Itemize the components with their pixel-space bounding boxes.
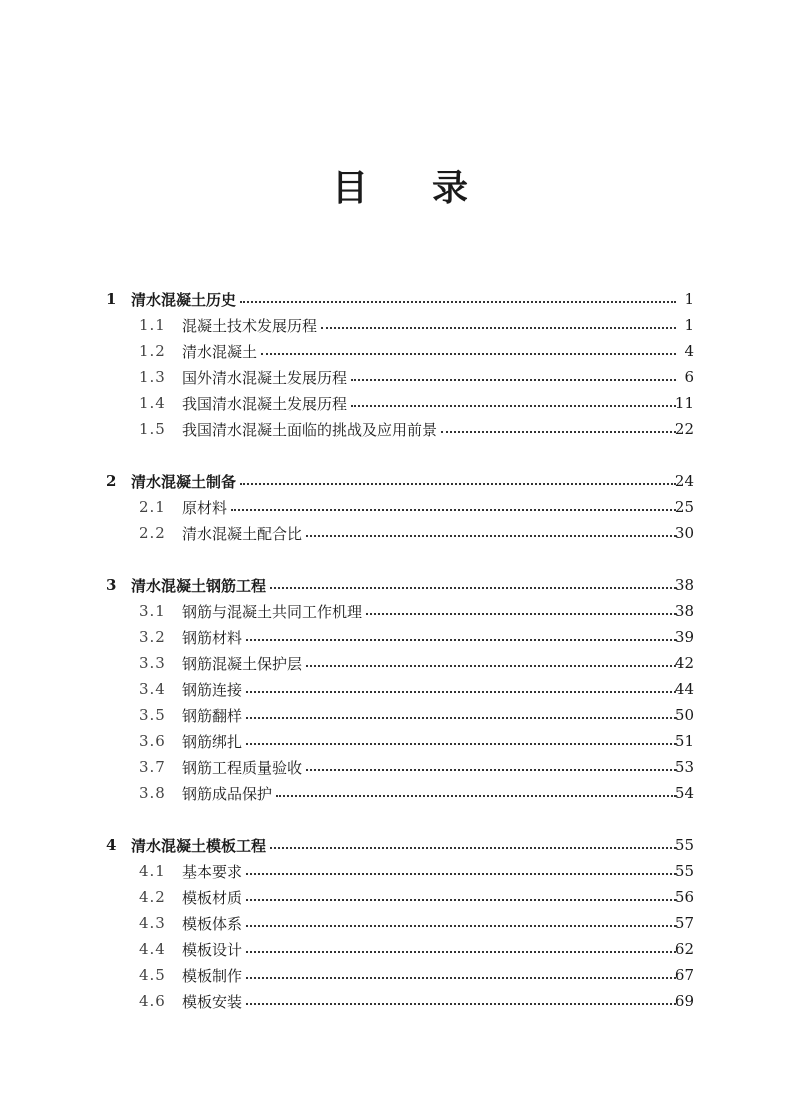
toc-entry-title: 钢筋翻样	[182, 706, 243, 725]
toc-page-number: 44	[674, 680, 694, 698]
toc-page-number: 50	[674, 706, 694, 724]
toc-chapter-entry[interactable]	[0, 468, 800, 494]
toc-page-number: 54	[674, 784, 694, 802]
toc-page-number: 25	[674, 498, 694, 516]
toc-page-number: 42	[674, 654, 694, 672]
toc-entry-number: 1	[106, 290, 117, 308]
toc-section-entry[interactable]	[0, 494, 800, 520]
toc-entry-title: 基本要求	[182, 862, 243, 881]
toc-page-number: 1	[684, 290, 694, 308]
dot-leader	[246, 743, 676, 745]
dot-leader	[306, 769, 676, 771]
toc-entry-number: 1.4	[139, 394, 166, 412]
toc-section-entry[interactable]	[0, 702, 800, 728]
toc-page-number: 30	[674, 524, 694, 542]
page-title	[0, 160, 800, 211]
toc-section-entry[interactable]	[0, 312, 800, 338]
dot-leader	[270, 847, 676, 849]
toc-entry-number: 4.2	[139, 888, 166, 906]
dot-leader	[306, 665, 676, 667]
toc-entry-number: 3.6	[139, 732, 166, 750]
toc-entry-number: 2	[106, 472, 117, 490]
toc-page-number: 67	[674, 966, 694, 984]
toc-entry-title: 钢筋连接	[182, 680, 243, 699]
dot-leader	[246, 977, 676, 979]
toc-entry-title: 混凝土技术发展历程	[182, 316, 318, 335]
toc-section-entry[interactable]	[0, 624, 800, 650]
toc-page-number: 51	[674, 732, 694, 750]
dot-leader	[246, 717, 676, 719]
toc-entry-title: 钢筋混凝土保护层	[182, 654, 303, 673]
toc-page-number: 39	[674, 628, 694, 646]
toc-entry-title: 清水混凝土配合比	[182, 524, 303, 543]
toc-section-entry[interactable]	[0, 390, 800, 416]
toc-section-entry[interactable]	[0, 728, 800, 754]
toc-chapter	[0, 286, 800, 442]
dot-leader	[351, 379, 676, 381]
toc-entry-number: 2.2	[139, 524, 166, 542]
toc-entry-number: 3.5	[139, 706, 166, 724]
dot-leader	[246, 951, 676, 953]
dot-leader	[246, 899, 676, 901]
toc-section-entry[interactable]	[0, 416, 800, 442]
toc-entry-title: 清水混凝土	[182, 342, 258, 361]
dot-leader	[306, 535, 676, 537]
toc-entry-number: 4.5	[139, 966, 166, 984]
toc-entry-number: 4.6	[139, 992, 166, 1010]
toc-entry-title: 模板设计	[182, 940, 243, 959]
toc-page-number: 6	[684, 368, 694, 386]
toc-page-number: 1	[684, 316, 694, 334]
toc-section-entry[interactable]	[0, 676, 800, 702]
toc-chapter-entry[interactable]	[0, 572, 800, 598]
toc-entry-title: 钢筋材料	[182, 628, 243, 647]
toc-entry-number: 3	[106, 576, 117, 594]
dot-leader	[246, 873, 676, 875]
toc-entry-title: 清水混凝土历史	[131, 290, 237, 309]
title-char-2: 录	[432, 168, 469, 209]
toc-page-number: 55	[674, 862, 694, 880]
dot-leader	[246, 1003, 676, 1005]
toc-section-entry[interactable]	[0, 338, 800, 364]
dot-leader	[261, 353, 676, 355]
toc-section-entry[interactable]	[0, 364, 800, 390]
toc-chapter	[0, 572, 800, 806]
toc-entry-title: 钢筋与混凝土共同工作机理	[182, 602, 363, 621]
toc-entry-number: 3.4	[139, 680, 166, 698]
toc-entry-title: 钢筋绑扎	[182, 732, 243, 751]
toc-entry-title: 模板制作	[182, 966, 243, 985]
dot-leader	[276, 795, 676, 797]
toc-page-number: 38	[674, 576, 694, 594]
toc-page-number: 24	[674, 472, 694, 490]
toc-entry-title: 模板体系	[182, 914, 243, 933]
toc-entry-title: 我国清水混凝土发展历程	[182, 394, 348, 413]
toc-section-entry[interactable]	[0, 910, 800, 936]
dot-leader	[231, 509, 676, 511]
toc-section-entry[interactable]	[0, 754, 800, 780]
toc-entry-title: 国外清水混凝土发展历程	[182, 368, 348, 387]
toc-entry-number: 4.1	[139, 862, 166, 880]
toc-section-entry[interactable]	[0, 598, 800, 624]
toc-entry-title: 清水混凝土模板工程	[131, 836, 267, 855]
toc-section-entry[interactable]	[0, 520, 800, 546]
toc-entry-number: 2.1	[139, 498, 166, 516]
toc-section-entry[interactable]	[0, 988, 800, 1014]
toc-page-number: 62	[674, 940, 694, 958]
toc-chapter-entry[interactable]	[0, 286, 800, 312]
toc-page-number: 22	[674, 420, 694, 438]
toc-section-entry[interactable]	[0, 858, 800, 884]
toc-chapter	[0, 832, 800, 1014]
toc-entry-title: 钢筋工程质量验收	[182, 758, 303, 777]
toc-section-entry[interactable]	[0, 650, 800, 676]
toc-entry-number: 1.5	[139, 420, 166, 438]
dot-leader	[270, 587, 676, 589]
toc-page-number: 56	[674, 888, 694, 906]
toc-chapter-entry[interactable]	[0, 832, 800, 858]
toc-page-number: 11	[674, 394, 694, 412]
toc-page-number: 57	[674, 914, 694, 932]
dot-leader	[351, 405, 676, 407]
toc-entry-number: 4.4	[139, 940, 166, 958]
toc-entry-number: 3.2	[139, 628, 166, 646]
toc-page-number: 4	[684, 342, 694, 360]
toc-entry-number: 3.1	[139, 602, 166, 620]
toc-section-entry[interactable]	[0, 780, 800, 806]
toc-chapter	[0, 468, 800, 546]
dot-leader	[321, 327, 676, 329]
toc-entry-number: 4.3	[139, 914, 166, 932]
toc-entry-number: 3.8	[139, 784, 166, 802]
toc-page-number: 55	[674, 836, 694, 854]
toc-entry-number: 1.2	[139, 342, 166, 360]
toc-page-number: 53	[674, 758, 694, 776]
dot-leader	[441, 431, 676, 433]
dot-leader	[240, 483, 676, 485]
toc-entry-number: 4	[106, 836, 117, 854]
table-of-contents	[0, 286, 800, 1040]
dot-leader	[246, 925, 676, 927]
toc-entry-number: 1.3	[139, 368, 166, 386]
toc-entry-title: 原材料	[182, 498, 228, 517]
toc-section-entry[interactable]	[0, 884, 800, 910]
toc-entry-number: 3.7	[139, 758, 166, 776]
toc-entry-number: 3.3	[139, 654, 166, 672]
dot-leader	[366, 613, 676, 615]
dot-leader	[246, 639, 676, 641]
toc-entry-title: 模板材质	[182, 888, 243, 907]
toc-section-entry[interactable]	[0, 962, 800, 988]
toc-section-entry[interactable]	[0, 936, 800, 962]
toc-entry-title: 钢筋成品保护	[182, 784, 273, 803]
toc-page-number: 38	[674, 602, 694, 620]
toc-page-number: 69	[674, 992, 694, 1010]
title-char-1: 目	[331, 168, 368, 209]
toc-entry-title: 我国清水混凝土面临的挑战及应用前景	[182, 420, 438, 439]
toc-entry-title: 清水混凝土制备	[131, 472, 237, 491]
toc-entry-number: 1.1	[139, 316, 166, 334]
toc-entry-title: 模板安装	[182, 992, 243, 1011]
toc-entry-title: 清水混凝土钢筋工程	[131, 576, 267, 595]
dot-leader	[246, 691, 676, 693]
dot-leader	[240, 301, 676, 303]
